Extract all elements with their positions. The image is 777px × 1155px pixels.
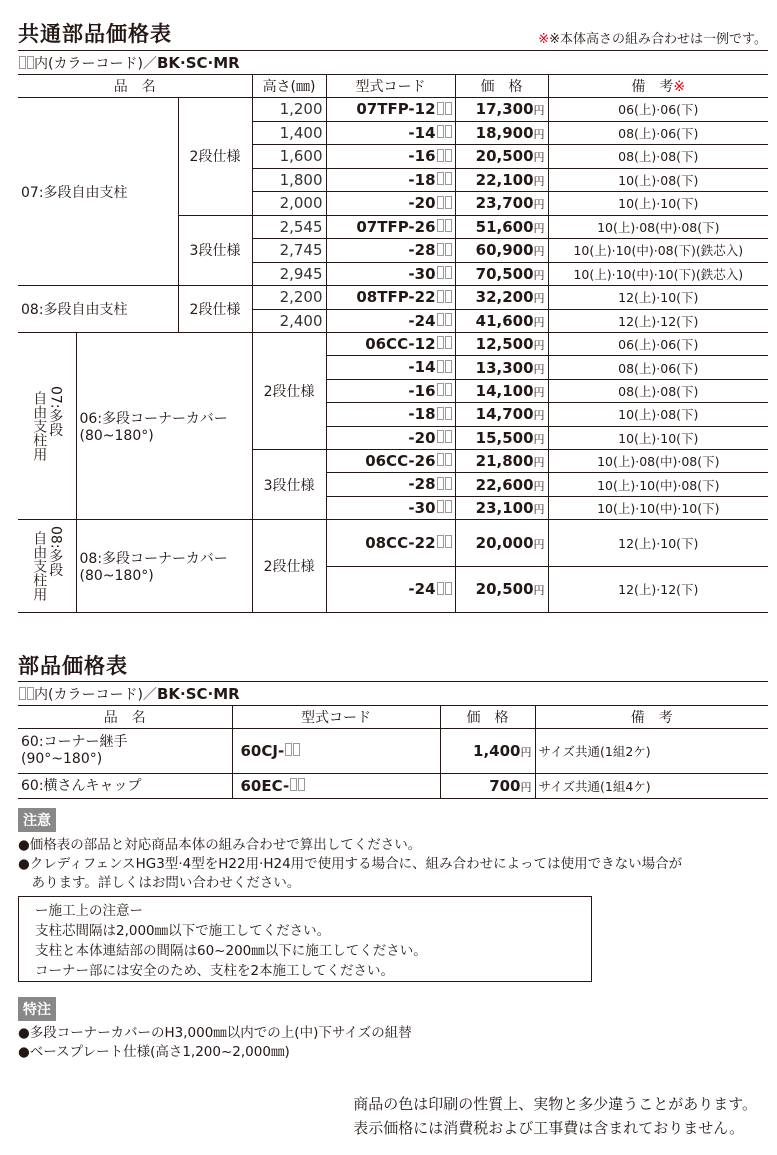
remarks-cell: 08(上)·06(下) [548, 121, 768, 145]
yen-unit: 円 [533, 198, 545, 212]
model-code-cell [326, 496, 455, 519]
product-name-line: 08:多段コーナーカバー [79, 551, 228, 568]
model-code: -24 [408, 311, 436, 330]
color-box-icon [284, 742, 300, 760]
model-code-cell [326, 426, 455, 449]
price-cell [455, 356, 548, 379]
price-value: 18,900 [475, 123, 534, 142]
model-code-cell [326, 192, 455, 216]
price-value: 23,700 [475, 194, 534, 213]
model-code: 07TFP-26 [356, 217, 436, 236]
yen-unit: 円 [533, 502, 545, 516]
header-height: 高さ(㎜) [252, 75, 326, 98]
special-order-badge: 特注 [18, 997, 56, 1021]
common-price-table-title: 共通部品価格表 [18, 22, 172, 46]
model-code-cell [326, 449, 455, 472]
common-price-table [18, 74, 768, 613]
model-code-cell [326, 566, 455, 613]
part-name-line: 60:コーナー継手 [21, 734, 128, 750]
applicable-post-bottom: 自由支柱用 [31, 391, 48, 462]
construction-title: ー施工上の注意ー [35, 903, 143, 919]
parts-header-remarks: 備 考 [535, 706, 768, 729]
color-codes: BK·SC·MR [156, 685, 240, 703]
header-remarks [548, 75, 768, 98]
caution-item: ●価格表の部品と対応商品本体の組み合わせで算出してください。 [18, 837, 422, 853]
spec-label: 2段仕様 [178, 286, 252, 333]
price-value: 32,200 [475, 288, 534, 307]
product-name-angle: (80~180°) [79, 568, 154, 585]
price-cell [455, 520, 548, 567]
price-cell [455, 215, 548, 239]
parts-price-table [18, 705, 768, 799]
remarks-cell: 08(上)·08(下) [548, 379, 768, 402]
color-box-icon [436, 195, 452, 213]
yen-unit: 円 [533, 315, 545, 329]
model-code-cell [326, 286, 455, 310]
color-box-icon [436, 476, 452, 494]
remarks-cell: 06(上)·06(下) [548, 333, 768, 356]
remarks-cell: 10(上)·10(中)·08(下)(鉄芯入) [548, 239, 768, 263]
model-code: -14 [408, 358, 436, 377]
model-code: 06CC-26 [365, 451, 436, 470]
price-cell [455, 403, 548, 426]
model-code-cell [326, 379, 455, 402]
height-cell: 2,000 [252, 192, 326, 216]
price-cell [455, 333, 548, 356]
remarks-cell: 10(上)·08(下) [548, 168, 768, 192]
color-box-icon [436, 406, 452, 424]
remarks-cell: 10(上)·08(下) [548, 403, 768, 426]
parts-header-name: 品 名 [18, 706, 232, 729]
yen-unit: 円 [533, 221, 545, 235]
table-row [18, 729, 768, 774]
price-cell [455, 192, 548, 216]
price-value: 21,800 [475, 452, 534, 471]
product-name-line: 06:多段コーナーカバー [79, 411, 228, 428]
model-code: 08CC-22 [365, 533, 436, 552]
height-cell: 1,200 [252, 98, 326, 122]
price-value: 15,500 [475, 428, 534, 447]
remarks-cell: 10(上)·08(中)·08(下) [548, 215, 768, 239]
model-code: 60CJ- [240, 741, 285, 760]
model-code: -18 [408, 170, 436, 189]
table-row [18, 98, 768, 122]
yen-unit: 円 [533, 292, 545, 306]
price-value: 20,000 [475, 533, 534, 552]
table-row [18, 520, 768, 567]
yen-unit: 円 [533, 174, 545, 188]
price-cell [455, 98, 548, 122]
model-code-cell [326, 403, 455, 426]
model-code: -24 [408, 580, 436, 599]
price-cell [455, 309, 548, 333]
model-code: -20 [408, 194, 436, 212]
color-box-icon [436, 101, 452, 119]
price-cell [455, 168, 548, 192]
example-note-text: ※本体高さの組み合わせは一例です。 [549, 32, 767, 47]
header-code: 型式コード [326, 75, 455, 98]
model-code-cell [232, 729, 440, 774]
price-value: 23,100 [475, 498, 534, 517]
model-code: 07TFP-12 [356, 100, 436, 118]
remarks-cell: 08(上)·06(下) [548, 356, 768, 379]
part-name [18, 774, 232, 799]
price-cell [455, 449, 548, 472]
header-remarks-text: 備 考 [631, 79, 674, 95]
price-value: 41,600 [475, 311, 534, 330]
height-cell: 1,600 [252, 145, 326, 169]
color-code-label: 内(カラーコード)／ [34, 687, 157, 703]
spec-label: 2段仕様 [178, 98, 252, 216]
header-name: 品 名 [18, 75, 252, 98]
color-box-icon [436, 265, 452, 283]
applicable-post-label [21, 385, 73, 462]
footer-line: 商品の色は印刷の性質上、実物と多少違うことがあります。 [353, 1095, 757, 1113]
color-code-line [18, 50, 768, 74]
height-cell: 2,945 [252, 262, 326, 286]
part-name [18, 729, 232, 774]
model-code: -14 [408, 123, 436, 142]
remarks-cell: 12(上)·10(下) [548, 286, 768, 310]
model-code-cell [326, 145, 455, 169]
price-value: 14,700 [475, 405, 534, 424]
caution-badge: 注意 [18, 808, 56, 832]
spec-label: 3段仕様 [178, 215, 252, 286]
color-box-icon [436, 242, 452, 260]
remarks-cell: 12(上)·12(下) [548, 566, 768, 613]
spec-label: 2段仕様 [252, 333, 326, 450]
applicable-post-bottom: 自由支柱用 [31, 531, 48, 602]
price-value: 17,300 [475, 100, 534, 119]
remarks-cell: 10(上)·10(中)·10(下) [548, 496, 768, 519]
price-cell [455, 379, 548, 402]
model-code-cell [326, 121, 455, 145]
color-box-icon [436, 171, 452, 189]
price-cell [455, 566, 548, 613]
example-note: ※※本体高さの組み合わせは一例です。 [538, 32, 767, 47]
color-box-icon [436, 452, 452, 470]
price-value: 22,600 [475, 475, 534, 494]
yen-unit: 円 [533, 104, 545, 118]
model-code-cell [326, 356, 455, 379]
color-box-icon [436, 312, 452, 330]
model-code: -16 [408, 147, 436, 165]
yen-unit: 円 [533, 432, 545, 446]
remarks-cell: サイズ共通(1組2ケ) [535, 729, 768, 774]
table-row [18, 286, 768, 310]
yen-unit: 円 [533, 339, 545, 353]
model-code: 06CC-12 [365, 334, 436, 353]
price-cell [455, 286, 548, 310]
applicable-post-top: 07:多段 [47, 385, 64, 437]
construction-line: 支柱と本体連結部の間隔は60~200㎜以下に施工してください。 [35, 943, 427, 959]
remarks-cell: 10(上)·10(下) [548, 426, 768, 449]
color-code-label: 内(カラーコード)／ [34, 56, 157, 72]
price-value: 12,500 [475, 335, 534, 354]
price-cell [455, 496, 548, 519]
model-code: -30 [408, 498, 436, 517]
price-value: 1,400 [473, 742, 521, 760]
product-name [76, 520, 252, 613]
price-cell [455, 473, 548, 496]
height-cell: 2,545 [252, 215, 326, 239]
yen-unit: 円 [520, 781, 532, 794]
model-code-cell [326, 168, 455, 192]
price-value: 60,900 [475, 241, 534, 260]
special-order-item: ●ベースプレート仕様(高さ1,200~2,000㎜) [18, 1044, 290, 1060]
yen-unit: 円 [533, 268, 545, 282]
price-value: 14,100 [475, 381, 534, 400]
model-code-cell [326, 262, 455, 286]
remarks-cell: 06(上)·06(下) [548, 98, 768, 122]
yen-unit: 円 [533, 479, 545, 493]
applicable-post-cell [18, 520, 76, 613]
color-codes: BK·SC·MR [156, 54, 240, 72]
color-box-icon [289, 777, 305, 795]
color-box-icon [436, 429, 452, 447]
model-code-cell [326, 520, 455, 567]
model-code-cell [232, 774, 440, 799]
remarks-cell: 12(上)·12(下) [548, 309, 768, 333]
price-value: 70,500 [475, 264, 534, 283]
model-code: 60EC- [240, 776, 290, 795]
special-order-list [18, 1024, 412, 1062]
model-code-cell [326, 215, 455, 239]
color-box-icon [436, 148, 452, 166]
caution-list [18, 836, 682, 893]
part-name-line: 60:横さんキャップ [21, 777, 142, 794]
remarks-cell: 12(上)·10(下) [548, 520, 768, 567]
model-code-cell [326, 309, 455, 333]
price-value: 51,600 [475, 217, 534, 236]
color-box-icon [436, 581, 452, 599]
product-name: 08:多段自由支柱 [18, 286, 178, 333]
color-box-icon [436, 289, 452, 307]
construction-line: コーナー部には安全のため、支柱を2本施工してください。 [35, 963, 395, 979]
model-code: 08TFP-22 [356, 288, 436, 306]
model-code: -16 [408, 381, 436, 400]
color-box-icon [18, 56, 34, 73]
remarks-cell: 08(上)·08(下) [548, 145, 768, 169]
remarks-cell: サイズ共通(1組4ケ) [535, 774, 768, 799]
spec-label: 2段仕様 [252, 520, 326, 613]
yen-unit: 円 [533, 409, 545, 423]
price-value: 13,300 [475, 358, 534, 377]
part-name-angle: (90°~180°) [21, 751, 103, 767]
color-box-icon [18, 687, 34, 704]
spec-label: 3段仕様 [252, 449, 326, 519]
height-cell: 2,400 [252, 309, 326, 333]
applicable-post-cell [18, 333, 76, 520]
yen-unit: 円 [533, 245, 545, 259]
model-code-cell [326, 473, 455, 496]
yen-unit: 円 [533, 362, 545, 376]
yen-unit: 円 [533, 537, 545, 551]
remarks-cell: 10(上)·10(中)·10(下)(鉄芯入) [548, 262, 768, 286]
special-order-item: ●多段コーナーカバーのH3,000㎜以内での上(中)下サイズの組替 [18, 1025, 412, 1041]
product-name [76, 333, 252, 520]
height-cell: 2,745 [252, 239, 326, 263]
table-row [18, 333, 768, 356]
parts-header-code: 型式コード [232, 706, 440, 729]
price-cell [455, 262, 548, 286]
model-code-cell [326, 239, 455, 263]
yen-unit: 円 [533, 584, 545, 598]
price-value: 20,500 [475, 580, 534, 599]
remarks-cell: 10(上)·10(中)·08(下) [548, 473, 768, 496]
yen-unit: 円 [533, 127, 545, 141]
color-box-icon [436, 499, 452, 517]
model-code: -20 [408, 428, 436, 447]
yen-unit: 円 [533, 385, 545, 399]
parts-header-price: 価 格 [440, 706, 535, 729]
price-cell [455, 239, 548, 263]
price-cell [455, 145, 548, 169]
color-box-icon [436, 218, 452, 236]
color-box-icon [436, 124, 452, 142]
construction-line: 支柱芯間隔は2,000㎜以下で施工してください。 [35, 923, 331, 939]
price-cell [440, 729, 535, 774]
footer-line: 表示価格には消費税および工事費は含まれておりません。 [353, 1119, 745, 1137]
price-cell [455, 121, 548, 145]
remarks-cell: 10(上)·10(下) [548, 192, 768, 216]
table-row [18, 774, 768, 799]
parts-color-code-line [18, 681, 768, 705]
product-name: 07:多段自由支柱 [18, 98, 178, 286]
parts-price-table-title: 部品価格表 [18, 654, 128, 678]
model-code: -28 [408, 241, 436, 259]
caution-item: ●クレディフェンスHG3型·4型をH22用·H24用で使用する場合に、組み合わせによっては使用できない場合が [18, 856, 683, 872]
color-box-icon [436, 359, 452, 377]
model-code-cell [326, 98, 455, 122]
height-cell: 2,200 [252, 286, 326, 310]
height-cell: 1,800 [252, 168, 326, 192]
color-box-icon [436, 335, 452, 353]
color-box-icon [436, 382, 452, 400]
applicable-post-top: 08:多段 [47, 525, 64, 577]
price-value: 20,500 [475, 147, 534, 166]
price-cell [455, 426, 548, 449]
model-code: -18 [408, 405, 436, 424]
height-cell: 1,400 [252, 121, 326, 145]
remarks-cell: 10(上)·08(中)·08(下) [548, 449, 768, 472]
model-code-cell [326, 333, 455, 356]
price-value: 700 [489, 777, 521, 795]
model-code: -30 [408, 264, 436, 283]
remarks-mark: ※ [673, 79, 686, 95]
footer-notes [353, 1092, 757, 1140]
construction-notes-box [18, 896, 592, 982]
yen-unit: 円 [533, 456, 545, 470]
caution-item: あります。詳しくはお問い合わせください。 [18, 875, 301, 891]
yen-unit: 円 [533, 151, 545, 165]
yen-unit: 円 [520, 746, 532, 759]
price-cell [440, 774, 535, 799]
color-box-icon [436, 534, 452, 552]
price-value: 22,100 [475, 170, 534, 189]
product-name-angle: (80~180°) [79, 428, 154, 445]
model-code: -28 [408, 475, 436, 494]
header-price: 価 格 [455, 75, 548, 98]
applicable-post-label [21, 525, 73, 602]
